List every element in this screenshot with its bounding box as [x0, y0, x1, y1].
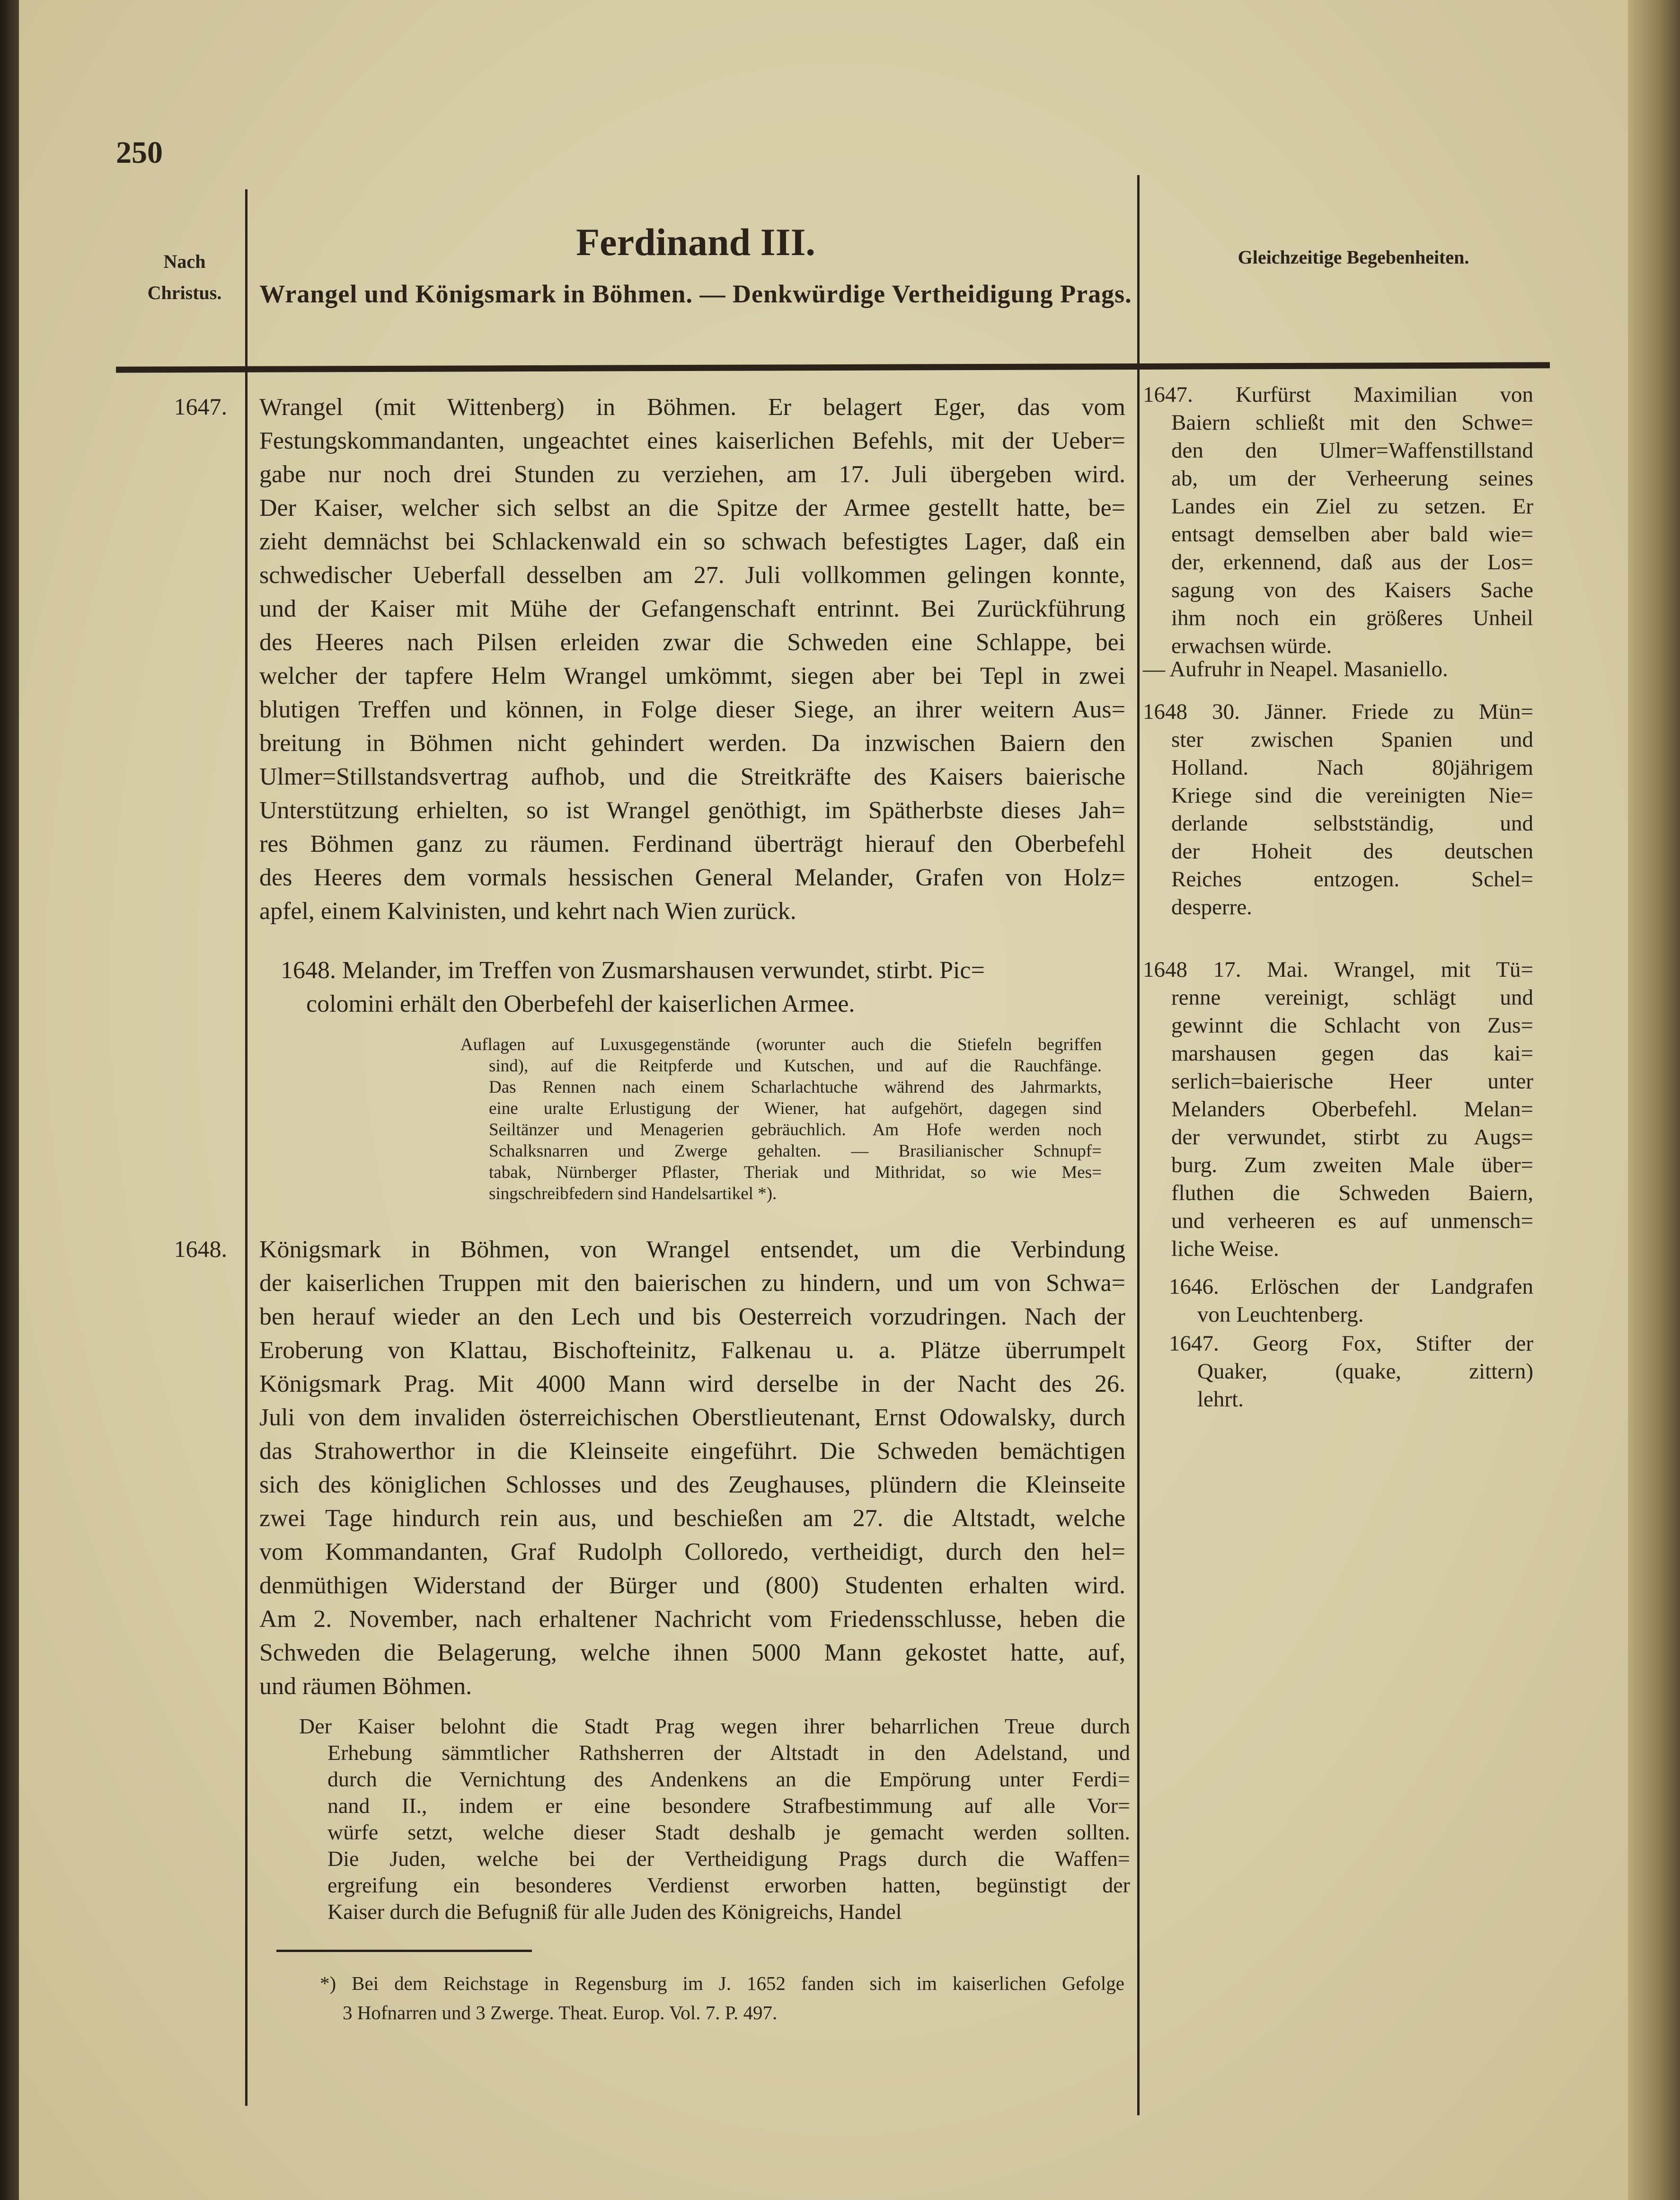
- entry-year: 1647.: [174, 393, 227, 420]
- text-line: der Hoheit des deutschen: [1171, 839, 1533, 864]
- text-line: sagung von des Kaisers Sache: [1171, 578, 1533, 602]
- text-line: Reiches entzogen. Schel=: [1171, 867, 1533, 892]
- text-line: sind), auf die Reitpferde und Kutschen, und auf die Rauchfänge.: [489, 1056, 1102, 1076]
- text-line: serlich=baierische Heer unter: [1171, 1069, 1533, 1094]
- right-column-heading: Gleichzeitige Begebenheiten.: [1238, 247, 1469, 268]
- text-line: sich des königlichen Schlosses und des Zeughauses, plündern die Kleinseite: [259, 1471, 1125, 1498]
- text-line: apfel, einem Kalvinisten, und kehrt nach Wien zurück.: [259, 898, 796, 925]
- text-line: Baiern schließt mit den Schwe=: [1171, 410, 1533, 435]
- main-entry: [281, 954, 983, 1021]
- side-entry: [1143, 956, 1533, 1263]
- text-line: das Strahowerthor in die Kleinseite eingeführt. Die Schweden bemächtigen: [259, 1438, 1125, 1465]
- text-line: Eroberung von Klattau, Bischofteinitz, Falkenau u. a. Plätze überrumpelt: [259, 1337, 1125, 1364]
- text-line: der kaiserlichen Truppen mit den baierischen zu hindern, und um von Schwa=: [259, 1270, 1125, 1297]
- text-line: gabe nur noch drei Stunden zu verziehen, am 17. Juli übergeben wird.: [259, 461, 1125, 488]
- text-line: entsagt demselben aber bald wie=: [1171, 522, 1533, 547]
- text-line: zieht demnächst bei Schlackenwald ein so schwach befestigtes Lager, daß ein: [259, 528, 1125, 555]
- text-line: Melanders Oberbefehl. Melan=: [1171, 1097, 1533, 1122]
- text-line: Königsmark Prag. Mit 4000 Mann wird derselbe in der Nacht des 26.: [259, 1370, 1125, 1397]
- main-entry: [299, 1713, 1130, 1925]
- text-line: Juli von dem invaliden österreichischen Oberstlieutenant, Ernst Odowalsky, durch: [259, 1404, 1125, 1431]
- side-column-divider: [1137, 175, 1140, 2115]
- text-line: Der Kaiser belohnt die Stadt Prag wegen ihrer beharrlichen Treue durch: [299, 1714, 1130, 1738]
- text-line: breitung in Böhmen nicht gehindert werden. Da inzwischen Baiern den: [259, 730, 1125, 757]
- text-line: ihm noch ein größeres Unheil: [1171, 606, 1533, 630]
- text-line: colomini erhält den Oberbefehl der kaiserlichen Armee.: [306, 990, 855, 1017]
- era-label-line-2: Christus.: [147, 282, 222, 303]
- text-line: lehrt.: [1197, 1387, 1244, 1412]
- text-line: Seiltänzer und Menagerien gebräuchlich. Am Hofe werden noch: [489, 1120, 1102, 1140]
- text-line: liche Weise.: [1171, 1237, 1279, 1261]
- text-line: 1646. Erlöschen der Landgrafen: [1169, 1274, 1533, 1299]
- text-line: 1648 17. Mai. Wrangel, mit Tü=: [1143, 957, 1533, 982]
- text-line: schwedischer Ueberfall desselben am 27. Juli vollkommen gelingen konnte,: [259, 562, 1125, 589]
- footnote-line: 3 Hofnarren und 3 Zwerge. Theat. Europ. Vol. 7. P. 497.: [343, 2002, 778, 2023]
- text-line: 1648. Melander, im Treffen von Zusmarshausen verwundet, stirbt. Pic=: [281, 957, 985, 984]
- side-entry: [1169, 1330, 1533, 1414]
- text-line: von Leuchtenberg.: [1197, 1302, 1364, 1327]
- text-line: renne vereinigt, schlägt und: [1171, 985, 1533, 1010]
- text-line: vom Kommandanten, Graf Rudolph Colloredo, vertheidigt, durch den hel=: [259, 1538, 1125, 1565]
- text-line: fluthen die Schweden Baiern,: [1171, 1181, 1533, 1205]
- text-line: denmüthigen Widerstand der Bürger und (800) Studenten erhalten wird.: [259, 1572, 1125, 1599]
- text-line: Das Rennen nach einem Scharlachtuche während des Jahrmarkts,: [489, 1078, 1102, 1097]
- side-entry: [1143, 655, 1533, 683]
- footnote-line: *) Bei dem Reichstage in Regensburg im J. 1652 fanden sich im kaiserlichen Gefolge: [320, 1972, 1124, 1994]
- text-line: Die Juden, welche bei der Vertheidigung Prags durch die Waffen=: [327, 1847, 1130, 1871]
- text-line: zwei Tage hindurch rein aus, und beschießen am 27. die Altstadt, welche: [259, 1505, 1125, 1532]
- text-line: und räumen Böhmen.: [259, 1673, 472, 1700]
- text-line: Schweden die Belagerung, welche ihnen 5000 Mann gekostet hatte, auf,: [259, 1639, 1125, 1666]
- side-entry: [1169, 1273, 1533, 1329]
- footnote-rule: [276, 1950, 532, 1952]
- text-line: ergreifung ein besonderes Verdienst erworben hatten, begünstigt der: [327, 1873, 1130, 1897]
- text-line: burg. Zum zweiten Male über=: [1171, 1153, 1533, 1177]
- side-entry: [1143, 698, 1533, 921]
- entry-year: 1648.: [174, 1236, 227, 1262]
- text-line: ab, um der Verheerung seines: [1171, 466, 1533, 491]
- text-line: Der Kaiser, welcher sich selbst an die Spitze der Armee gestellt hatte, be=: [259, 495, 1125, 521]
- text-line: Holland. Nach 80jährigem: [1171, 755, 1533, 780]
- text-line: der, erkennend, daß aus der Los=: [1171, 550, 1533, 574]
- text-line: würfe setzt, welche dieser Stadt deshalb je gemacht werden sollten.: [327, 1820, 1130, 1844]
- text-line: Kaiser durch die Befugniß für alle Juden des Königreichs, Handel: [327, 1900, 902, 1924]
- text-line: Wrangel (mit Wittenberg) in Böhmen. Er belagert Eger, das vom: [259, 394, 1125, 421]
- text-line: der verwundet, stirbt zu Augs=: [1171, 1125, 1533, 1149]
- text-line: Landes ein Ziel zu setzen. Er: [1171, 494, 1533, 519]
- text-line: eine uralte Erlustigung der Wiener, hat aufgehört, dagegen sind: [489, 1099, 1102, 1118]
- header-rule: [116, 362, 1550, 373]
- text-line: und der Kaiser mit Mühe der Gefangenschaft entrinnt. Bei Zurückführung: [259, 595, 1125, 622]
- text-line: Ulmer=Stillstandsvertrag aufhob, und die Streitkräfte des Kaisers baierische: [259, 763, 1125, 790]
- page-title: Ferdinand III.: [576, 221, 815, 264]
- text-line: erwachsen würde.: [1171, 634, 1332, 658]
- text-line: des Heeres nach Pilsen erleiden zwar die Schweden eine Schlappe, bei: [259, 629, 1125, 656]
- text-line: 1647. Kurfürst Maximilian von: [1143, 382, 1533, 407]
- text-line: den den Ulmer=Waffenstillstand: [1171, 438, 1533, 463]
- main-entry: [259, 390, 1125, 928]
- text-line: Erhebung sämmtlicher Rathsherren der Altstadt in den Adelstand, und: [327, 1741, 1130, 1765]
- text-line: 1648 30. Jänner. Friede zu Mün=: [1143, 699, 1533, 724]
- text-line: und verheeren es auf unmensch=: [1171, 1209, 1533, 1233]
- side-entry: [1143, 381, 1533, 660]
- text-line: Kriege sind die vereinigten Nie=: [1171, 783, 1533, 808]
- main-entry: [259, 1233, 1125, 1703]
- page-subtitle: Wrangel und Königsmark in Böhmen. — Denkwürdige Vertheidigung Prags.: [259, 280, 1132, 308]
- text-line: — Aufruhr in Neapel. Masaniello.: [1143, 657, 1448, 681]
- text-line: welcher der tapfere Helm Wrangel umkömmt, siegen aber bei Tepl in zwei: [259, 663, 1125, 689]
- text-line: derlande selbstständig, und: [1171, 811, 1533, 836]
- page-number: 250: [116, 135, 163, 170]
- text-line: Königsmark in Böhmen, von Wrangel entsendet, um die Verbindung: [259, 1236, 1125, 1263]
- text-line: Am 2. November, nach erhaltener Nachricht vom Friedensschlusse, heben die: [259, 1606, 1125, 1633]
- text-line: Festungskommandanten, ungeachtet eines kaiserlichen Befehls, mit der Ueber=: [259, 427, 1125, 454]
- text-line: gewinnt die Schlacht von Zus=: [1171, 1013, 1533, 1038]
- era-label: [142, 246, 227, 309]
- text-line: marshausen gegen das kai=: [1171, 1041, 1533, 1066]
- text-line: nand II., indem er eine besondere Strafbestimmung auf alle Vor=: [327, 1794, 1130, 1818]
- text-line: durch die Vernichtung des Andenkens an die Empörung unter Ferdi=: [327, 1767, 1130, 1791]
- book-binding: [0, 0, 19, 2200]
- text-line: tabak, Nürnberger Pflaster, Theriak und Mithridat, so wie Mes=: [489, 1163, 1102, 1182]
- text-line: singschreibfedern sind Handelsartikel *).: [489, 1184, 777, 1203]
- text-line: Unterstützung erhielten, so ist Wrangel genöthigt, im Spätherbste dieses Jah=: [259, 797, 1125, 824]
- text-line: ster zwischen Spanien und: [1171, 727, 1533, 752]
- era-label-line-1: Nach: [163, 251, 206, 272]
- text-line: blutigen Treffen und können, in Folge dieser Siege, an ihrer weitern Aus=: [259, 696, 1125, 723]
- text-line: Quaker, (quake, zittern): [1197, 1359, 1533, 1384]
- text-line: Auflagen auf Luxusgegenstände (worunter auch die Stiefeln begriffen: [460, 1035, 1102, 1054]
- text-line: desperre.: [1171, 895, 1252, 919]
- text-line: 1647. Georg Fox, Stifter der: [1169, 1331, 1533, 1356]
- text-line: Schalksnarren und Zwerge gehalten. — Brasilianischer Schnupf=: [489, 1141, 1102, 1161]
- page-edge: [1628, 0, 1680, 2200]
- main-entry: [460, 1034, 1102, 1204]
- text-line: res Böhmen ganz zu räumen. Ferdinand überträgt hierauf den Oberbefehl: [259, 831, 1125, 857]
- text-line: des Heeres dem vormals hessischen General Melander, Grafen von Holz=: [259, 864, 1125, 891]
- footnote: [320, 1969, 1124, 2027]
- year-column-divider: [245, 189, 248, 2106]
- text-line: ben herauf wieder an den Lech und bis Oesterreich vorzudringen. Nach der: [259, 1303, 1125, 1330]
